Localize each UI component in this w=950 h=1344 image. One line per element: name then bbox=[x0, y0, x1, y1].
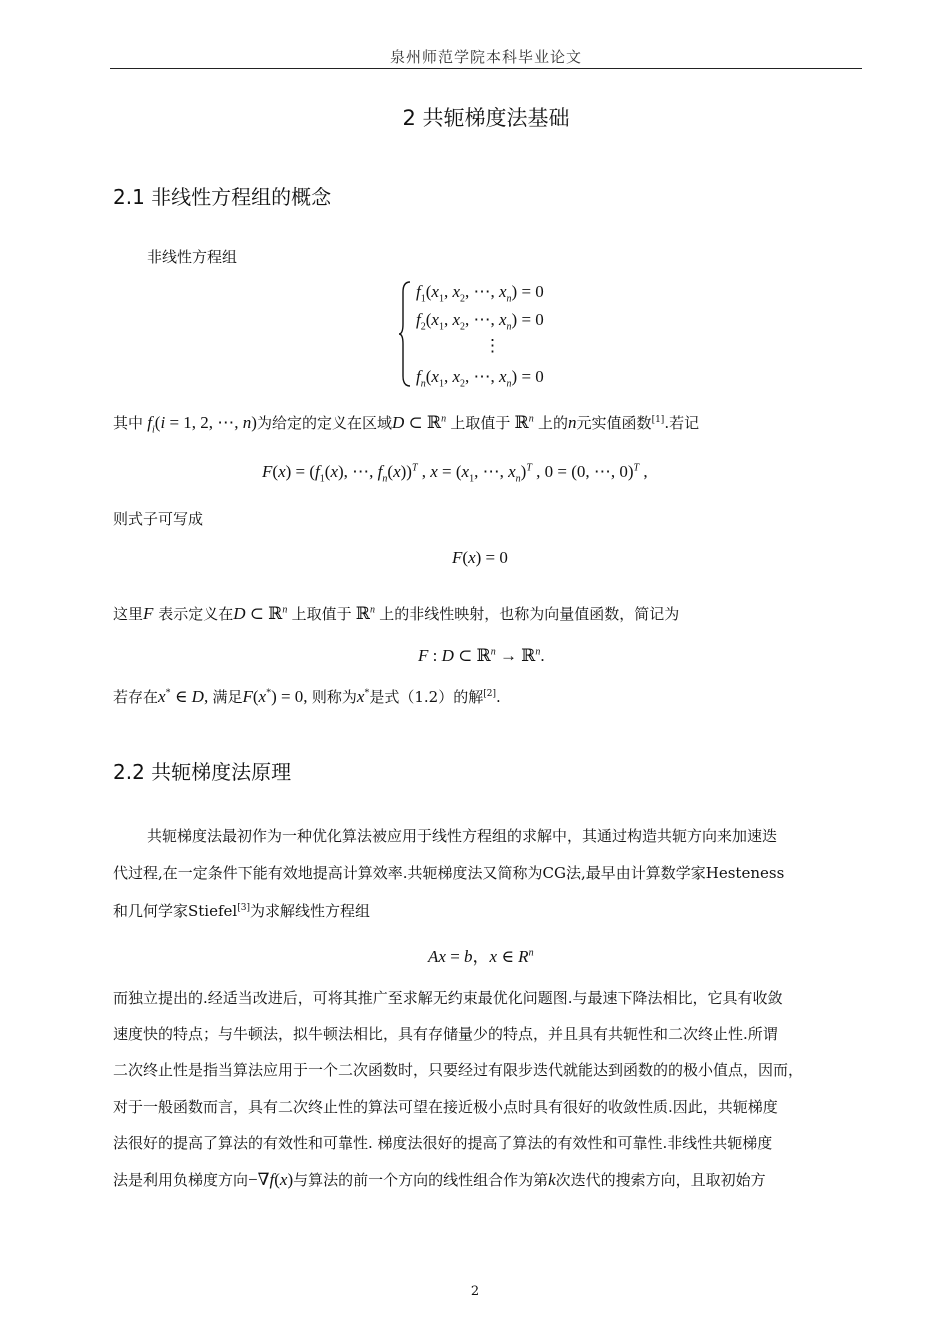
equation-mapping: F : D ⊂ ℝ$^n$ → ℝ$^n$. bbox=[418, 646, 545, 665]
paragraph-line-1: 共轭梯度法最初作为一种优化算法被应用于线性方程组的求解中，其通过构造共轭方向来加速迭 bbox=[147, 827, 778, 845]
equation-F-zero: F(x) = 0 bbox=[452, 548, 508, 567]
equation-linear-system: Ax = b，x ∈ $R^n$ bbox=[428, 947, 534, 966]
paragraph-line-2: 代过程,在一定条件下能有效地提高计算效率.共轭梯度法又简称为CG法,最早由计算数学家Hesteness bbox=[113, 864, 785, 882]
equation-vdots: ⋮ bbox=[484, 336, 501, 355]
paragraph-intro: 非线性方程组 bbox=[147, 248, 238, 266]
paragraph-line-8: 法很好的提高了算法的有效性和可靠性. 梯度法很好的提高了算法的有效性和可靠性.非线性共轭梯度 bbox=[113, 1134, 773, 1152]
paragraph-rewrite: 则式子可写成 bbox=[113, 510, 204, 528]
paragraph-where: 其中 $f_i(i = 1$, 2, ⋯, n)为给定的定义在区域D ⊂ ℝ$^n$ 上取值于 ℝ$^n$ 上的n元实值函数[1].若记 bbox=[113, 413, 700, 436]
header-rule bbox=[110, 68, 862, 69]
paragraph-line-4: 而独立提出的.经适当改进后，可将其推广至求解无约束最优化问题图.与最速下降法相比，它具有收敛 bbox=[113, 989, 783, 1007]
paragraph-line-3: 和几何学家Stiefel[3]为求解线性方程组 bbox=[113, 902, 370, 920]
paragraph-line-9: 法是利用负梯度方向−∇f(x)与算法的前一个方向的线性组合作为第k次迭代的搜索方向，且取初始方 bbox=[113, 1170, 766, 1189]
paragraph-here: 这里F 表示定义在D ⊂ ℝ$^n$ 上取值于 ℝ$^n$ 上的非线性映射，也称为向量值函数，简记为 bbox=[113, 604, 680, 623]
paragraph-line-7: 对于一般函数而言，具有二次终止性的算法可望在接近极小点时具有很好的收敛性质.因此，共轭梯度 bbox=[113, 1098, 778, 1116]
page-number: 2 bbox=[470, 1284, 480, 1299]
page-header: 泉州师范学院本科毕业论文 bbox=[389, 48, 582, 66]
left-brace bbox=[398, 280, 412, 388]
chapter-title: 2 共轭梯度法基础 bbox=[402, 106, 570, 130]
section-title-2-2: 2.2 共轭梯度法原理 bbox=[113, 760, 292, 784]
equation-fn: $f_n(x_1$, $x_2$, ⋯, $x_n) = 0$ bbox=[416, 367, 544, 390]
equation-F-definition: $F(x) = (f_1(x)$, ⋯, $f_n(x))^T$ , $x = (x_1$, ⋯, $x_n)^T$ , 0 = (0, ⋯, 0)$^T$ , bbox=[262, 462, 648, 485]
equation-f2: $f_2(x_1$, $x_2$, ⋯, $x_n) = 0$ bbox=[416, 310, 544, 333]
equation-f1: $f_1(x_1$, $x_2$, ⋯, $x_n) = 0$ bbox=[416, 282, 544, 305]
paragraph-line-5: 速度快的特点；与牛顿法，拟牛顿法相比，具有存储量少的特点，并且具有共轭性和二次终止性.所谓 bbox=[113, 1025, 778, 1043]
paragraph-exist: 若存在x* ∈ D, 满足F(x*) = 0, 则称为x*是式（1.2）的解[2]. bbox=[113, 687, 501, 706]
paragraph-line-6: 二次终止性是指当算法应用于一个二次函数时，只要经过有限步迭代就能达到函数的的极小值点，因而， bbox=[113, 1061, 804, 1079]
section-title-2-1: 2.1 非线性方程组的概念 bbox=[113, 185, 332, 209]
